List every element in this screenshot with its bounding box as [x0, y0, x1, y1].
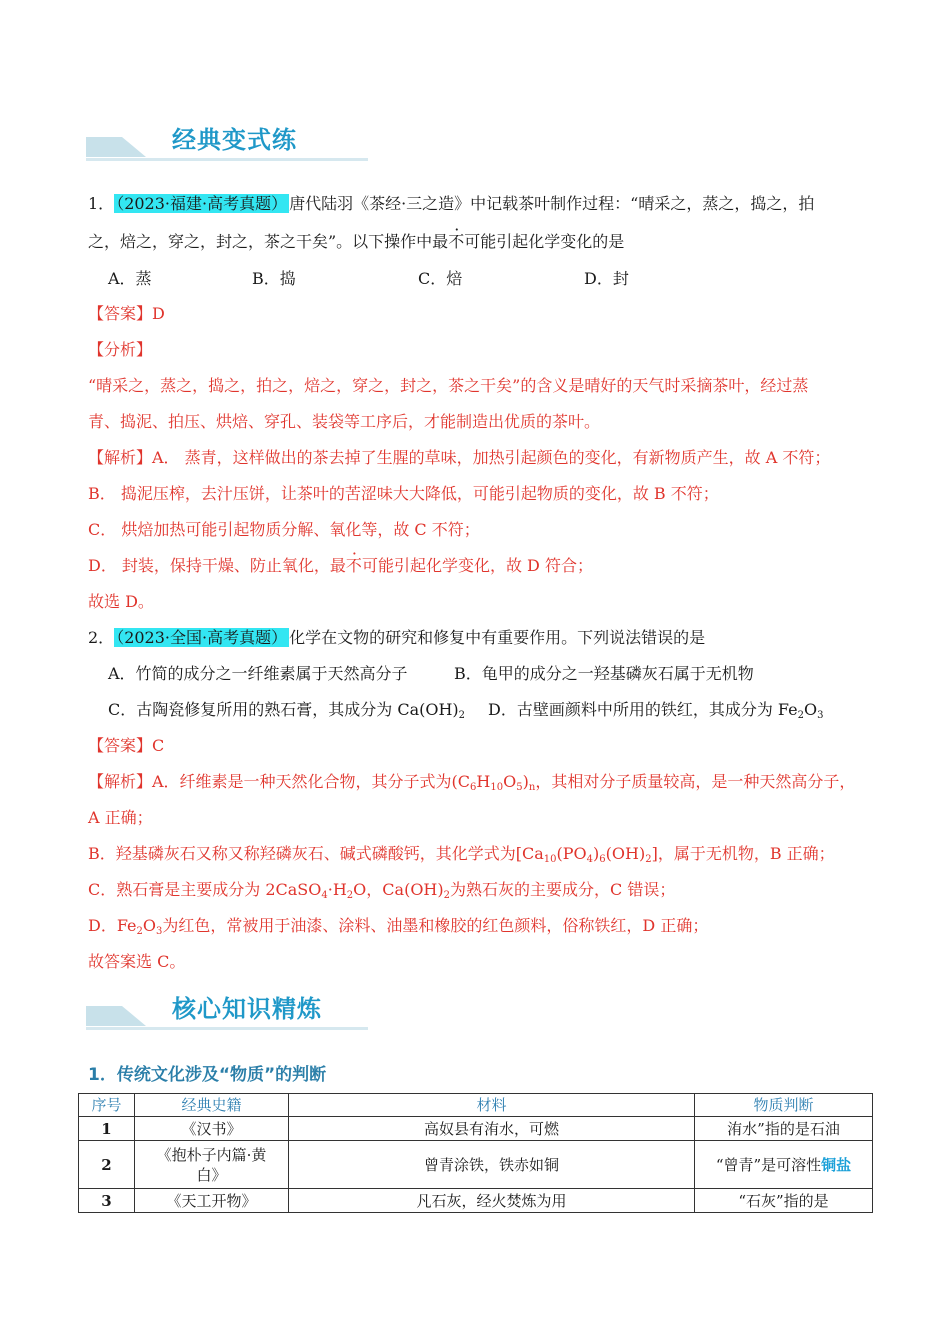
analysis-heading: 【分析】: [88, 340, 153, 359]
book-text: 《抱朴子内篇·黄: [156, 1145, 267, 1164]
subscript: 6: [470, 782, 477, 793]
judgement-cell: 洧水”指的是石油: [695, 1117, 873, 1141]
question-1-options: [108, 269, 629, 289]
option-text: D．古壁画颜料中所用的铁红，其成分为 Fe: [488, 700, 798, 719]
subscript: 2: [645, 854, 652, 865]
question-2-options-cd: [108, 700, 824, 720]
answer-line: 【答案】C: [88, 736, 165, 755]
question-1-stem-line1: [88, 194, 814, 214]
explanation-text: O: [142, 916, 157, 935]
table-row: [79, 1117, 873, 1141]
judgement-cell: “石灰”指的是: [695, 1189, 873, 1213]
subscript: 10: [490, 782, 504, 793]
option-b: B．龟甲的成分之一羟基磷灰石属于无机物: [454, 664, 754, 683]
section-divider: [86, 1027, 368, 1030]
material-cell: 曾青涂铁，铁赤如铜: [289, 1141, 695, 1189]
explanation-text: B．羟基磷灰石又称又称羟磷灰石、碱式磷酸钙，其化学式为[Ca: [88, 844, 544, 863]
subscript: 2: [443, 890, 451, 901]
question-2-options-ab: [108, 664, 754, 684]
section-title: 核心知识精炼: [172, 995, 322, 1023]
explanation-text: 可能引起化学变化，故 D 符合；: [361, 556, 593, 575]
knowledge-subtitle: 1．传统文化涉及“物质”的判断: [88, 1065, 327, 1085]
explanation-text: O，Ca(OH): [353, 880, 444, 899]
subscript: 2: [797, 710, 804, 721]
explanation-text: 【解析】A．纤维素是一种天然化合物，其分子式为(C: [88, 772, 471, 791]
option-b: B．捣: [252, 269, 296, 288]
column-header: 经典史籍: [135, 1094, 289, 1117]
explanation-b: B． 捣泥压榨，去汁压饼，让茶叶的苦涩味大大降低，可能引起物质的变化，故 B 不符；: [88, 484, 719, 503]
explanation-b: [88, 844, 835, 864]
question-number: 1．: [88, 194, 115, 213]
question-1-stem-line2: [88, 232, 624, 252]
explanation-d: [88, 556, 593, 576]
section-divider: [86, 158, 368, 161]
emphasis-dot-char: 不: [448, 232, 465, 251]
explanation-text: ]，属于无机物，B 正确；: [651, 844, 835, 863]
analysis-text: “晴采之，蒸之，捣之，拍之，焙之，穿之，封之，茶之干矣”的含义是晴好的天气时采摘茶叶，经过蒸: [88, 376, 809, 395]
subscript: 4: [321, 890, 328, 901]
explanation-text: ): [522, 772, 529, 791]
section-banner-decoration: [86, 137, 146, 157]
option-d: [488, 700, 824, 720]
judgement-text: “曾青”是可溶性: [715, 1155, 822, 1174]
stem-text: 之，焙之，穿之，封之，茶之干矣”。以下操作中最: [88, 232, 449, 251]
table-row: [79, 1141, 873, 1189]
stem-text: 化学在文物的研究和修复中有重要作用。下列说法错误的是: [289, 628, 706, 647]
subscript: 2: [458, 710, 466, 721]
option-d: D．封: [584, 269, 629, 288]
book-cell: 《汉书》: [135, 1117, 289, 1141]
explanation-d: [88, 916, 708, 936]
table-row: [79, 1189, 873, 1213]
book-cell: [135, 1141, 289, 1189]
option-c: [108, 700, 488, 720]
explanation-text: (OH): [605, 844, 646, 863]
stem-text: 可能引起化学变化的是: [464, 232, 625, 251]
explanation-a: [88, 772, 855, 792]
explanation-text: C．熟石膏是主要成分为 2CaSO: [88, 880, 322, 899]
subscript: 10: [543, 854, 557, 865]
explanation-text: D．Fe: [88, 916, 137, 935]
question-2-stem: [88, 628, 705, 648]
material-cell: 高奴县有洧水，可燃: [289, 1117, 695, 1141]
explanation-text: O: [503, 772, 517, 791]
subscript: 2: [346, 890, 354, 901]
column-header: 材料: [289, 1094, 695, 1117]
row-number: 1: [79, 1117, 135, 1141]
row-number: 3: [79, 1189, 135, 1213]
subscript: 2: [136, 926, 143, 937]
explanation-text: H: [476, 772, 491, 791]
section-title: 经典变式练: [172, 126, 297, 154]
conclusion: 故答案选 C。: [88, 952, 186, 971]
material-cell: 凡石灰，经火焚炼为用: [289, 1189, 695, 1213]
table-header-row: [79, 1094, 873, 1117]
explanation-text: ，其相对分子质量较高，是一种天然高分子，: [535, 772, 856, 791]
explanation-text: (PO: [556, 844, 587, 863]
explanation-c: C． 烘焙加热可能引起物质分解、氧化等，故 C 不符；: [88, 520, 480, 539]
answer-line: 【答案】D: [88, 304, 165, 323]
option-text: O: [804, 700, 818, 719]
explanation-text: 为红色，常被用于油漆、涂料、油墨和橡胶的红色颜料，俗称铁红，D 正确；: [162, 916, 709, 935]
question-number: 2．: [88, 628, 115, 647]
analysis-text: 青、捣泥、拍压、烘焙、穿孔、装袋等工序后，才能制造出优质的茶叶。: [88, 412, 601, 431]
explanation-text: 为熟石灰的主要成分，C 错误；: [450, 880, 676, 899]
judgement-cell: [695, 1141, 873, 1189]
explanation-text: ): [593, 844, 600, 863]
option-c: C．焙: [418, 269, 463, 288]
source-tag: （2023·全国·高考真题）: [116, 628, 288, 647]
subscript: 4: [586, 854, 594, 865]
book-cell: 《天工开物》: [135, 1189, 289, 1213]
column-header: 序号: [79, 1094, 135, 1117]
explanation-c: [88, 880, 675, 900]
option-a: A．竹简的成分之一纤维素属于天然高分子: [108, 664, 408, 683]
conclusion: 故选 D。: [88, 592, 154, 611]
highlight-term: 铜盐: [821, 1155, 852, 1174]
subscript: 3: [817, 710, 824, 721]
explanation-text: D． 封装，保持干燥、防止氧化，最: [88, 556, 346, 575]
knowledge-table: [78, 1093, 873, 1213]
section-banner-decoration: [86, 1006, 146, 1026]
option-text: C．古陶瓷修复所用的熟石膏，其成分为 Ca(OH): [108, 700, 459, 719]
column-header: 物质判断: [695, 1094, 873, 1117]
emphasis-dot-char: 不: [345, 556, 362, 575]
subscript: 6: [599, 854, 606, 865]
subscript: 5: [516, 782, 523, 793]
book-text: 白》: [196, 1165, 227, 1184]
option-a: A．蒸: [108, 269, 152, 288]
stem-text: 唐代陆羽《茶经·三之造》中记载茶叶制作过程：“晴采之，蒸之，捣之，拍: [289, 194, 815, 213]
subscript: n: [528, 782, 536, 793]
subscript: 3: [156, 926, 163, 937]
explanation-a-cont: A 正确；: [88, 808, 153, 827]
explanation-text: ·H: [327, 880, 347, 899]
row-number: 2: [79, 1141, 135, 1189]
source-tag: （2023·福建·高考真题）: [116, 194, 288, 213]
explanation-a: 【解析】A． 蒸青，这样做出的茶去掉了生腥的草味，加热引起颜色的变化，有新物质产生，故 A 不符；: [88, 448, 831, 467]
